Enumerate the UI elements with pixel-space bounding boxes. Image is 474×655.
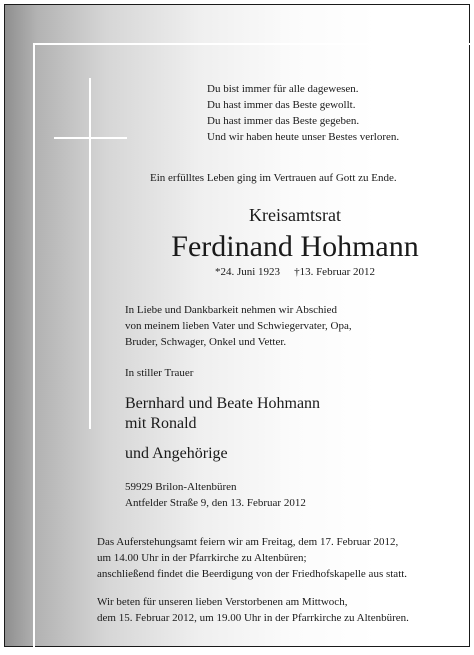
verse-line: Du hast immer das Beste gewollt. xyxy=(207,99,356,111)
verse-line: Du bist immer für alle dagewesen. xyxy=(207,83,359,95)
birth-date: *24. Juni 1923 xyxy=(214,266,281,278)
funeral-service-info xyxy=(97,534,407,582)
frame-line-vertical xyxy=(33,43,35,647)
service-line: Das Auferstehungsamt feiern wir am Freitag, dem 17. Februar 2012, xyxy=(97,536,399,548)
rosary-line: dem 15. Februar 2012, um 19.00 Uhr in der Pfarrkirche zu Altenbüren. xyxy=(97,612,409,624)
obituary-notice xyxy=(4,4,470,647)
mourner-relatives: und Angehörige xyxy=(125,445,228,462)
cross-icon-horizontal-beam xyxy=(54,137,127,139)
death-date: †13. Februar 2012 xyxy=(294,266,376,278)
message-line: In Liebe und Dankbarkeit nehmen wir Abschied xyxy=(125,304,337,316)
verse-line: Und wir haben heute unser Bestes verloren. xyxy=(207,131,400,143)
address xyxy=(125,479,306,511)
deceased-title: Kreisamtsrat xyxy=(249,205,341,225)
deceased-name: Ferdinand Hohmann xyxy=(171,230,419,263)
verse xyxy=(207,81,399,145)
rosary-info xyxy=(97,594,409,626)
address-line: 59929 Brilon-Altenbüren xyxy=(125,481,237,493)
life-dates xyxy=(145,264,445,280)
mourner-names: mit Ronald xyxy=(125,415,197,432)
frame-line-horizontal xyxy=(33,43,471,45)
verse-line: Du hast immer das Beste gegeben. xyxy=(207,115,360,127)
service-line: anschließend findet die Beerdigung von der Friedhofskapelle aus statt. xyxy=(97,568,408,580)
rosary-line: Wir beten für unseren lieben Verstorbenen am Mittwoch, xyxy=(97,596,348,608)
message-line: Bruder, Schwager, Onkel und Vetter. xyxy=(125,336,287,348)
mourning-label: In stiller Trauer xyxy=(125,367,194,379)
mourner-names: Bernhard und Beate Hohmann xyxy=(125,395,321,412)
farewell-message xyxy=(125,302,352,350)
address-line: Antfelder Straße 9, den 13. Februar 2012 xyxy=(125,497,306,509)
service-line: um 14.00 Uhr in der Pfarrkirche zu Altenbüren; xyxy=(97,552,307,564)
message-line: von meinem lieben Vater und Schwiegervater, Opa, xyxy=(125,320,352,332)
intro-line: Ein erfülltes Leben ging im Vertrauen auf Gott zu Ende. xyxy=(150,172,397,184)
cross-icon-vertical-beam xyxy=(89,78,91,429)
